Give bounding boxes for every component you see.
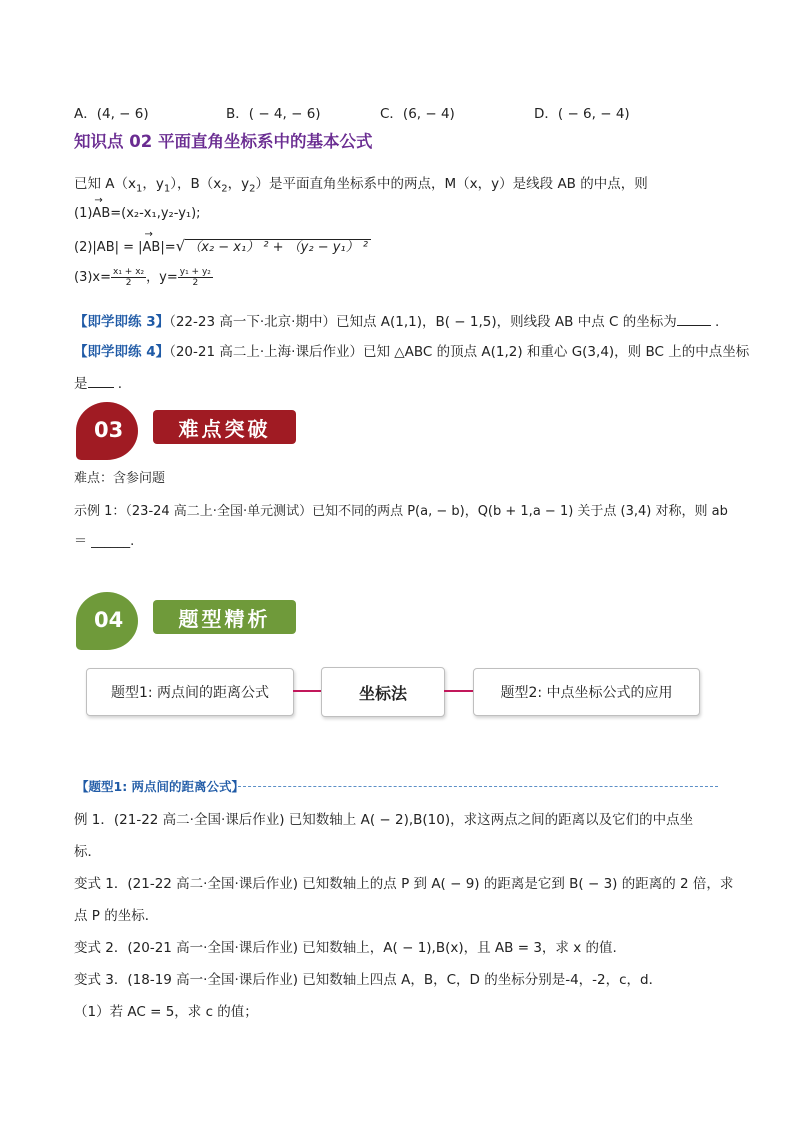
example-1-line-1: 例 1．(21-22 高二·全国·课后作业) 已知数轴上 A( − 2),B(10)，求这两点之间的距离以及它们的中点坐: [74, 812, 694, 828]
type1-header: 【题型1: 两点间的距离公式】: [76, 779, 245, 794]
variant-1-line-2: 点 P 的坐标．: [74, 908, 159, 924]
drill-3: 【即学即练 3】（22-23 高一下·北京·期中）已知点 A(1,1)，B( − 1,5)，则线段 AB 中点 C 的坐标为 .: [74, 314, 720, 330]
example-1-line-2: 标．: [74, 844, 101, 860]
drill-4-line-2: 是 .: [74, 376, 123, 392]
difficulty-label: 难点：含参问题: [74, 471, 166, 486]
badge-04-banner: 题型精析: [153, 600, 296, 634]
flow-box-center: 坐标法: [321, 667, 445, 717]
variant-3: 变式 3．(18-19 高一·全国·课后作业) 已知数轴上四点 A，B，C，D 的坐标分别是-4，-2，c，d．: [74, 972, 663, 988]
option-b: B．( − 4, − 6): [226, 106, 321, 122]
variant-1-line-1: 变式 1．(21-22 高二·全国·课后作业) 已知数轴上的点 P 到 A( − 9) 的距离是它到 B( − 3) 的距离的 2 倍，求: [74, 876, 734, 892]
option-d: D．( − 6, − 4): [534, 106, 630, 122]
type1-divider: [238, 786, 718, 787]
badge-04-number: 04: [94, 608, 124, 632]
flow-box-type1: 题型1: 两点间的距离公式: [86, 668, 294, 716]
difficulty-example-1: 示例 1：（23-24 高二上·全国·单元测试）已知不同的两点 P(a, − b)，Q(b + 1,a − 1) 关于点 (3,4) 对称，则 ab: [74, 504, 728, 519]
drill-4: 【即学即练 4】（20-21 高二上·上海·课后作业）已知 △ABC 的顶点 A(1,2) 和重心 G(3,4)，则 BC 上的中点坐标: [74, 344, 750, 360]
flow-box-type2: 题型2: 中点坐标公式的应用: [473, 668, 700, 716]
badge-03-number: 03: [94, 418, 124, 442]
formula-intro: 已知 $A(x_1$，$y_1$），$B(x_2$，$y_2$）是平面直角坐标系中的两点，M（x，y）是线段 AB 的中点，则: [74, 176, 648, 195]
badge-03-banner: 难点突破: [153, 410, 296, 444]
option-c: C．(6, − 4): [380, 106, 455, 122]
section-title: 知识点 02 平面直角坐标系中的基本公式: [74, 132, 373, 151]
formula-line-2: (2)|AB| = |→ AB|=√ （x₂ − x₁） ² + （y₂ − y₁） ²: [74, 236, 371, 255]
difficulty-example-2: ＝ ______.: [74, 534, 135, 549]
formula-line-3: (3)x= $\frac{\text{x₁ + x₂}}{2}$ ，y= $\frac{\text{y₁ + y₂}}{2}$: [74, 267, 211, 288]
flow-connector-left: [293, 690, 321, 692]
variant-3-question-1: （1）若 AC = 5，求 c 的值；: [74, 1004, 258, 1020]
variant-2: 变式 2．(20-21 高一·全国·课后作业) 已知数轴上，A( − 1),B(x)，且 AB = 3，求 x 的值.: [74, 940, 617, 956]
flow-connector-right: [444, 690, 473, 692]
option-a: A．(4, − 6): [74, 106, 149, 122]
formula-line-1: (1)→ AB=(x₂-x₁,y₂-y₁);: [74, 206, 201, 221]
